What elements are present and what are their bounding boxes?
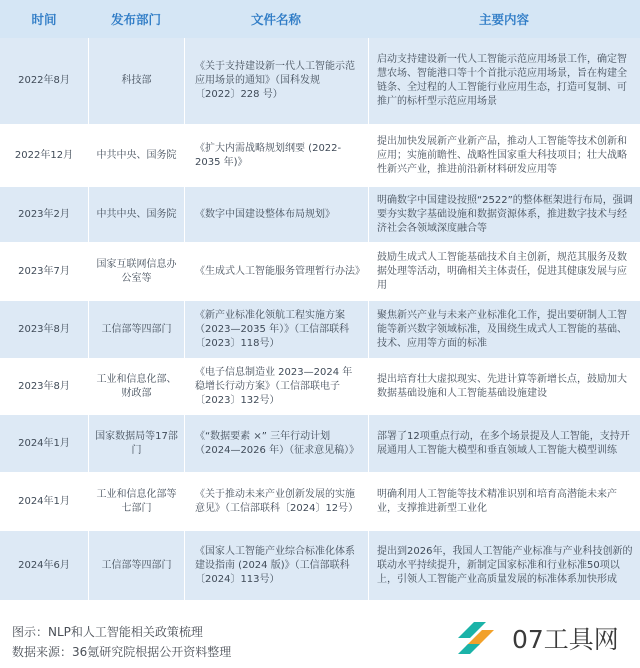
cell-content: 鼓励生成式人工智能基础技术自主创新，规范其服务及数据处理等活动，明确相关主体责任，促进其健康发展与应用 xyxy=(368,242,640,300)
cell-department: 国家数据局等17部门 xyxy=(88,414,184,472)
cell-time: 2023年8月 xyxy=(0,358,88,414)
cell-content: 提出到2026年，我国人工智能产业标准与产业科技创新的联动水平持续提升，新制定国家标准和行业标准50项以上，引领人工智能产业高质量发展的标准体系加快形成 xyxy=(368,530,640,600)
cell-department: 工业和信息化部、财政部 xyxy=(88,358,184,414)
cell-content: 提出培育壮大虚拟现实、先进计算等新增长点，鼓励加大数据基础设施和人工智能基础设施建设 xyxy=(368,358,640,414)
cell-document: 《“数据要素 ×” 三年行动计划（2024—2026 年）（征求意见稿）》 xyxy=(184,414,368,472)
table-header-row xyxy=(0,0,640,38)
cell-document: 《国家人工智能产业综合标准化体系建设指南 (2024 版)》（工信部联科〔2024〕113号） xyxy=(184,530,368,600)
watermark-logo-icon xyxy=(452,616,512,660)
header-content: 主要内容 xyxy=(368,0,640,38)
cell-content: 明确利用人工智能等技术精准识别和培育高潜能未来产业，支撑推进新型工业化 xyxy=(368,472,640,530)
cell-department: 工信部等四部门 xyxy=(88,530,184,600)
cell-department: 科技部 xyxy=(88,38,184,124)
table-row xyxy=(0,472,640,530)
table-row xyxy=(0,414,640,472)
cell-document: 《生成式人工智能服务管理暂行办法》 xyxy=(184,242,368,300)
cell-time: 2023年7月 xyxy=(0,242,88,300)
cell-document: 《数字中国建设整体布局规划》 xyxy=(184,186,368,242)
cell-time: 2023年2月 xyxy=(0,186,88,242)
cell-document: 《关于推动未来产业创新发展的实施意见》（工信部联科〔2024〕12号） xyxy=(184,472,368,530)
cell-time: 2022年8月 xyxy=(0,38,88,124)
cell-content: 启动支持建设新一代人工智能示范应用场景工作，确定智慧农场、智能港口等十个首批示范应用场景，旨在构建全链条、全过程的人工智能行业应用生态，打造可复制、可推广的标杆型示范应用场景 xyxy=(368,38,640,124)
cell-time: 2024年6月 xyxy=(0,530,88,600)
cell-department: 工业和信息化部等七部门 xyxy=(88,472,184,530)
watermark-text: 07工具网 xyxy=(512,625,619,654)
header-time: 时间 xyxy=(0,0,88,38)
cell-document: 《新产业标准化领航工程实施方案（2023—2035 年）》（工信部联科〔2023〕118号） xyxy=(184,300,368,358)
table-row xyxy=(0,186,640,242)
table-row xyxy=(0,242,640,300)
cell-department: 国家互联网信息办公室等 xyxy=(88,242,184,300)
table-row xyxy=(0,38,640,124)
table-row xyxy=(0,358,640,414)
cell-department: 中共中央、国务院 xyxy=(88,124,184,186)
figure-caption: 图示：NLP和人工智能相关政策梳理 xyxy=(12,625,203,639)
header-department: 发布部门 xyxy=(88,0,184,38)
cell-content: 提出加快发展新产业新产品，推动人工智能等技术创新和应用；实施前瞻性、战略性国家重大科技项目；壮大战略性新兴产业，推进前沿新材料研发应用等 xyxy=(368,124,640,186)
cell-time: 2023年8月 xyxy=(0,300,88,358)
cell-document: 《电子信息制造业 2023—2024 年稳增长行动方案》（工信部联电子〔2023〕132号） xyxy=(184,358,368,414)
table-row xyxy=(0,530,640,600)
cell-content: 聚焦新兴产业与未来产业标准化工作，提出要研制人工智能等新兴数字领域标准，及围绕生成式人工智能的基础、技术、应用等方面的标准 xyxy=(368,300,640,358)
table-row xyxy=(0,124,640,186)
cell-department: 中共中央、国务院 xyxy=(88,186,184,242)
header-document: 文件名称 xyxy=(184,0,368,38)
data-source: 数据来源：36氪研究院根据公开资料整理 xyxy=(12,645,232,659)
cell-department: 工信部等四部门 xyxy=(88,300,184,358)
cell-time: 2024年1月 xyxy=(0,414,88,472)
cell-content: 部署了12项重点行动，在多个场景提及人工智能，支持开展通用人工智能大模型和垂直领域人工智能大模型训练 xyxy=(368,414,640,472)
cell-document: 《扩大内需战略规划纲要 (2022-2035 年)》 xyxy=(184,124,368,186)
cell-time: 2022年12月 xyxy=(0,124,88,186)
table-row xyxy=(0,300,640,358)
cell-time: 2024年1月 xyxy=(0,472,88,530)
cell-document: 《关于支持建设新一代人工智能示范应用场景的通知》（国科发规〔2022〕228 号） xyxy=(184,38,368,124)
cell-content: 明确数字中国建设按照“2522”的整体框架进行布局，强调要夯实数字基础设施和数据资源体系，推进数字技术与经济社会各领域深度融合等 xyxy=(368,186,640,242)
